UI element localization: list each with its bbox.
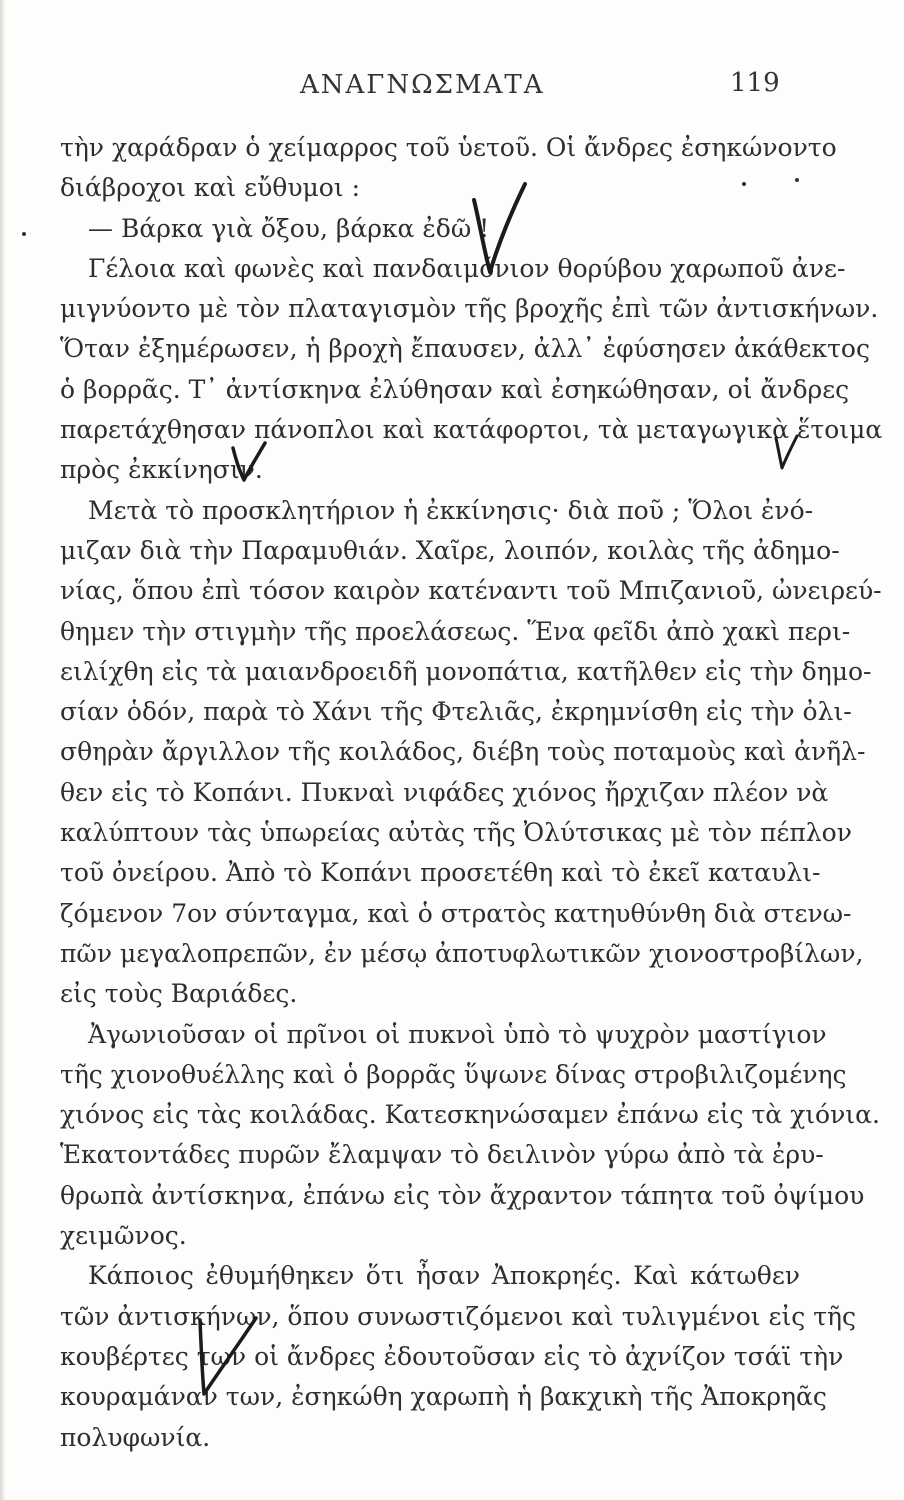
text-line: εἰς τοὺς Βαριάδες. bbox=[60, 979, 298, 1009]
text-line: τοῦ ὀνείρου. Ἀπὸ τὸ Κοπάνι προσετέθη καὶ τὸ ἐκεῖ καταυλι- bbox=[60, 858, 821, 888]
text-line: μιγνύοντο μὲ τὸν πλαταγισμὸν τῆς βροχῆς ἐπὶ τῶν ἀντισκήνων. bbox=[60, 294, 879, 324]
text-line: τὴν χαράδραν ὁ χείμαρρος τοῦ ὑετοῦ. Οἱ ἄνδρες ἐσηκώνοντο bbox=[60, 133, 837, 162]
text-line: χιόνος εἰς τὰς κοιλάδας. Κατεσκηνώσαμεν ἐπάνω εἰς τὰ χιόνια. bbox=[60, 1100, 880, 1130]
text-line: πρὸς ἐκκίνησιν. bbox=[60, 455, 263, 485]
text-line: νίας, ὅπου ἐπὶ τόσον καιρὸν κατέναντι τοῦ Μπιζανιοῦ, ὠνειρεύ- bbox=[60, 576, 882, 606]
text-line: πολυφωνία. bbox=[60, 1422, 211, 1452]
text-line: κουβέρτες των οἱ ἄνδρες ἐδουτοῦσαν εἰς τὸ ἀχνίζον τσάϊ τὴν bbox=[60, 1341, 844, 1371]
text-line: ζόμενον 7ον σύνταγμα, καὶ ὁ στρατὸς κατηυθύνθη διὰ στενω- bbox=[60, 898, 852, 928]
page-edge-shadow bbox=[0, 0, 6, 1500]
text-line: θεν εἰς τὸ Κοπάνι. Πυκναὶ νιφάδες χιόνος ἤρχιζαν πλέον νὰ bbox=[60, 777, 829, 807]
ink-speck bbox=[795, 178, 799, 182]
text-line: Μετὰ τὸ προσκλητήριον ἡ ἐκκίνησις· διὰ ποῦ ; Ὅλοι ἐνό- bbox=[88, 495, 814, 525]
text-line: Ἀγωνιοῦσαν οἱ πρῖνοι οἱ πυκνοὶ ὑπὸ τὸ ψυχρὸν μαστίγιον bbox=[88, 1019, 827, 1049]
body-text bbox=[60, 128, 883, 1458]
text-line: Γέλοια καὶ φωνὲς καὶ πανδαιμόνιον θορύβου χαρωποῦ ἀνε- bbox=[88, 253, 846, 283]
text-line: κουραμάναν των, ἐσηκώθη χαρωπὴ ἡ βακχικὴ τῆς Ἀποκρηᾶς bbox=[60, 1382, 827, 1412]
text-line: τῆς χιονοθυέλλης καὶ ὁ βορρᾶς ὕψωνε δίνας στροβιλιζομένης bbox=[60, 1059, 847, 1089]
text-line: Ὅταν ἐξημέρωσεν, ἡ βροχὴ ἔπαυσεν, ἀλλ᾽ ἐφύσησεν ἀκάθεκτος bbox=[60, 334, 870, 364]
text-line: τῶν ἀντισκήνων, ὅπου συνωστιζόμενοι καὶ τυλιγμένοι εἰς τῆς bbox=[60, 1301, 857, 1331]
text-line: ὁ βορρᾶς. Τ᾽ ἀντίσκηνα ἐλύθησαν καὶ ἐσηκώθησαν, οἱ ἄνδρες bbox=[60, 374, 850, 404]
text-line: Ἑκατοντάδες πυρῶν ἔλαμψαν τὸ δειλινὸν γύρω ἀπὸ τὰ ἐρυ- bbox=[60, 1140, 824, 1170]
text-line: θημεν τὴν στιγμὴν τῆς προελάσεως. Ἕνα φεῖδι ἀπὸ χακὶ περι- bbox=[60, 616, 851, 646]
page-number: 119 bbox=[730, 68, 780, 98]
text-line: παρετάχθησαν πάνοπλοι καὶ κατάφορτοι, τὰ μεταγωγικὰ ἕτοιμα bbox=[60, 415, 883, 445]
text-line: καλύπτουν τὰς ὑπωρείας αὐτὰς τῆς Ὀλύτσικας μὲ τὸν πέπλον bbox=[60, 818, 852, 848]
text-line: σίαν ὁδόν, παρὰ τὸ Χάνι τῆς Φτελιᾶς, ἐκρημνίσθη εἰς τὴν ὀλι- bbox=[60, 697, 852, 727]
text-line: πῶν μεγαλοπρεπῶν, ἐν μέσῳ ἀποτυφλωτικῶν χιονοστροβίλων, bbox=[60, 938, 864, 968]
text-line: μιζαν διὰ τὴν Παραμυθιάν. Χαῖρε, λοιπόν, κοιλὰς τῆς ἀδημο- bbox=[60, 535, 840, 565]
text-line: χειμῶνος. bbox=[60, 1221, 187, 1251]
text-line: θρωπὰ ἀντίσκηνα, ἐπάνω εἰς τὸν ἄχραντον τάπητα τοῦ ὀψίμου bbox=[60, 1180, 865, 1210]
text-line: Κάποιος ἐθυμήθηκεν ὅτι ἦσαν Ἀποκρηές. Καὶ κάτωθεν bbox=[88, 1261, 800, 1291]
ink-speck bbox=[742, 182, 746, 186]
running-title: ΑΝΑΓΝΩΣΜΑΤΑ bbox=[300, 70, 545, 100]
running-head bbox=[0, 70, 904, 110]
text-line: σθηρὰν ἄργιλλον τῆς κοιλάδος, διέβη τοὺς ποταμοὺς καὶ ἀνῆλ- bbox=[60, 737, 866, 767]
ink-speck bbox=[22, 232, 26, 236]
text-line: — Βάρκα γιὰ ὄξου, βάρκα ἐδῶ ! bbox=[88, 213, 490, 243]
text-line: ειλίχθη εἰς τὰ μαιανδροειδῆ μονοπάτια, κατῆλθεν εἰς τὴν δημο- bbox=[60, 656, 872, 686]
text-line: διάβροχοι καὶ εὔθυμοι : bbox=[60, 173, 361, 203]
